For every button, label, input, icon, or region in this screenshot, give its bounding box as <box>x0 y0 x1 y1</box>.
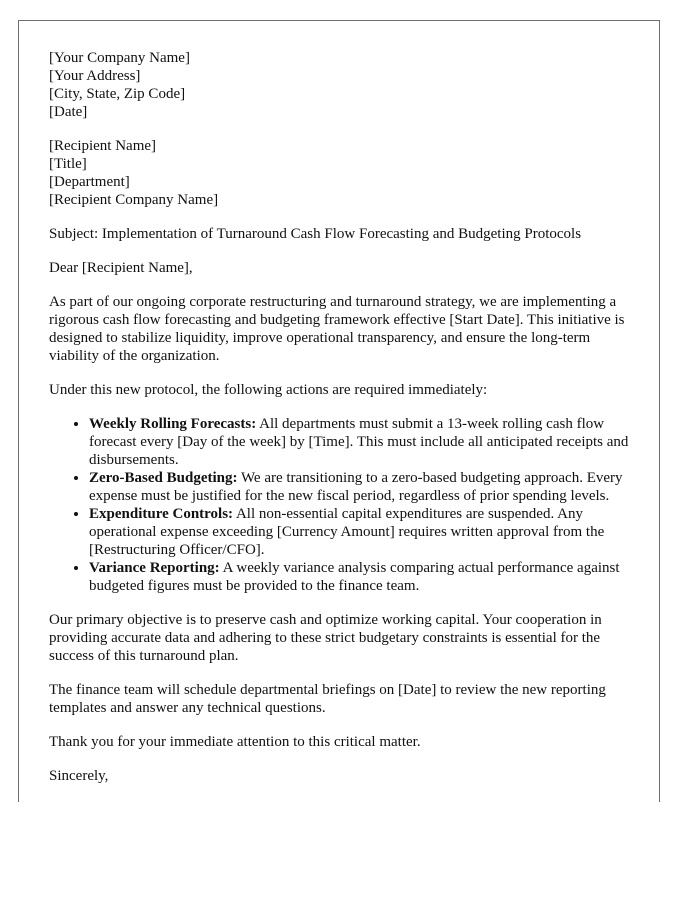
sender-city: [City, State, Zip Code] <box>49 86 186 102</box>
action-title: Weekly Rolling Forecasts: <box>89 416 257 432</box>
recipient-block <box>49 137 639 209</box>
action-title: Zero-Based Budgeting: <box>89 470 238 486</box>
list-item <box>89 559 639 595</box>
action-text: All departments must submit a 13-week rolling cash flow forecast every [Day of the week] by [Time]. This must include all anticipated receipts and disbursements. <box>89 416 629 468</box>
closing: Sincerely, <box>49 768 109 784</box>
sender-block <box>49 49 639 121</box>
action-text: A weekly variance analysis comparing actual performance against budgeted figures must be provided to the finance team. <box>89 560 620 594</box>
sender-address: [Your Address] <box>49 68 141 84</box>
actions-intro: Under this new protocol, the following actions are required immediately: <box>49 382 488 398</box>
actions-list <box>49 415 639 595</box>
briefings-paragraph: The finance team will schedule departmental briefings on [Date] to review the new reporting templates and answer any technical questions. <box>49 682 606 716</box>
action-text: All non-essential capital expenditures are suspended. Any operational expense exceeding [Currency Amount] requires written approval from the [Restructuring Officer/CFO]. <box>89 506 605 558</box>
sender-date: [Date] <box>49 104 88 120</box>
action-title: Variance Reporting: <box>89 560 220 576</box>
letter-content <box>49 49 639 785</box>
sender-company: [Your Company Name] <box>49 50 190 66</box>
greeting: Dear [Recipient Name], <box>49 260 193 276</box>
list-item <box>89 469 639 505</box>
action-text: We are transitioning to a zero-based budgeting approach. Every expense must be justified for the new fiscal period, regardless of prior spending levels. <box>89 470 623 504</box>
list-item <box>89 505 639 559</box>
subject-line: Subject: Implementation of Turnaround Cash Flow Forecasting and Budgeting Protocols <box>49 226 582 242</box>
recipient-company: [Recipient Company Name] <box>49 192 219 208</box>
recipient-department: [Department] <box>49 174 130 190</box>
thanks-paragraph: Thank you for your immediate attention to this critical matter. <box>49 734 421 750</box>
recipient-title: [Title] <box>49 156 87 172</box>
letter-page <box>18 20 660 802</box>
action-title: Expenditure Controls: <box>89 506 234 522</box>
list-item <box>89 415 639 469</box>
objective-paragraph: Our primary objective is to preserve cash and optimize working capital. Your cooperation in providing accurate data and adhering to these strict budgetary constraints is essential for the success of this turnaround plan. <box>49 612 602 664</box>
recipient-name: [Recipient Name] <box>49 138 157 154</box>
intro-paragraph: As part of our ongoing corporate restructuring and turnaround strategy, we are implementing a rigorous cash flow forecasting and budgeting framework effective [Start Date]. This initiative is designed to stabilize liquidity, improve operational transparency, and ensure the long-term viability of the organization. <box>49 294 625 364</box>
